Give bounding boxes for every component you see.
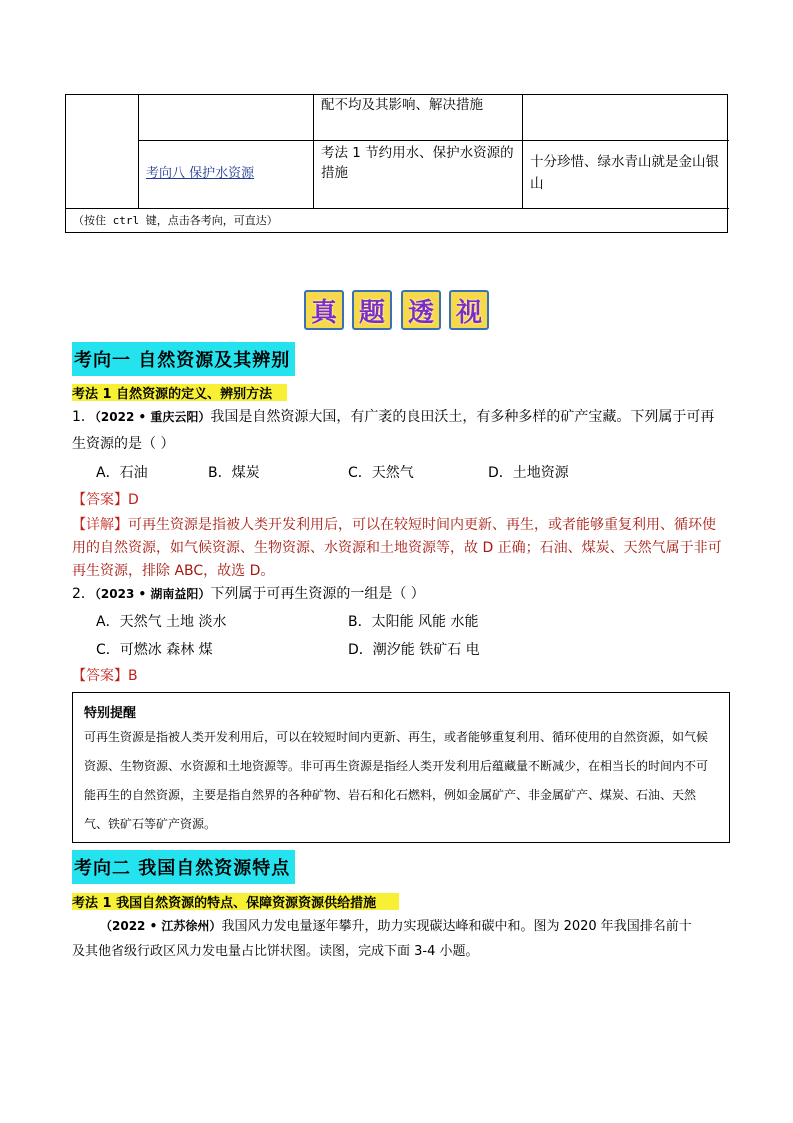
question-1	[72, 406, 732, 428]
answer-label: 【答案】	[72, 492, 128, 508]
question-intro	[100, 915, 730, 938]
question-stem: 生资源的是（ ）	[72, 436, 175, 452]
banner-tile	[401, 290, 441, 330]
reminder-box	[72, 692, 730, 843]
question-source: （2022 • 重庆云阳）	[94, 410, 211, 424]
question-number: 1．	[72, 409, 95, 425]
option: A．天然气 土地 淡水	[96, 614, 227, 630]
table-divider	[138, 140, 729, 141]
banner-char: 真	[310, 297, 337, 328]
reminder-title: 特别提醒	[84, 706, 137, 721]
question-number: 2．	[72, 586, 95, 602]
topic-link-8[interactable]: 考向八 保护水资源	[146, 166, 255, 181]
banner-char: 透	[407, 297, 434, 328]
section-heading: 考向一 自然资源及其辨别	[72, 342, 295, 376]
question-stem: 及其他省级行政区风力发电量占比饼状图。读图，完成下面 3-4 小题。	[72, 944, 479, 959]
option: C．天然气	[348, 465, 414, 481]
course-table	[65, 94, 728, 233]
detail-label: 【详解】	[72, 517, 128, 533]
table-cell: 考法 1 节约用水、保护水资源的措施	[321, 145, 514, 181]
table-divider	[66, 208, 729, 209]
question-stem: 下列属于可再生资源的一组是（ ）	[210, 586, 425, 602]
option: B．太阳能 风能 水能	[348, 614, 479, 630]
detail	[72, 514, 732, 536]
answer-value: B	[128, 668, 138, 684]
banner-tile	[304, 290, 344, 330]
table-cell: 十分珍惜、绿水青山就是金山银山	[530, 154, 719, 192]
detail-text: 用的自然资源，如气候资源、生物资源、水资源和土地资源等，故 D 正确；石油、煤炭、天然气属于非可	[72, 540, 722, 556]
banner-char: 视	[455, 297, 482, 328]
option: D．土地资源	[488, 465, 569, 481]
table-divider	[138, 95, 139, 208]
table-divider	[313, 95, 314, 208]
option: A．石油	[96, 465, 148, 481]
option: D．潮汐能 铁矿石 电	[348, 642, 480, 658]
question-2	[72, 583, 732, 605]
banner-tile	[352, 290, 392, 330]
table-cell	[146, 163, 254, 184]
reminder-text: 可再生资源是指被人类开发利用后，可以在较短时间内更新、再生，或者能够重复利用、循环使用的自然资源，如气候资源、生物资源、水资源和土地资源等。非可再生资源是指经人类开发利用后蕴藏量不断减少，在相当长的时间内不可能再生的自然资源，主要是指自然界的各种矿物、岩石和化石燃料，例如金属矿产、非金属矿产、煤炭、石油、天然气、铁矿石等矿产资源。	[84, 730, 709, 831]
section-heading: 考向二 我国自然资源特点	[72, 850, 295, 884]
table-note: （按住 ctrl 键，点击各考向，可直达）	[73, 214, 278, 227]
question-stem: 我国风力发电量逐年攀升，助力实现碳达峰和碳中和。图为 2020 年我国排名前十	[221, 919, 692, 934]
answer-value: D	[128, 492, 139, 508]
answer	[72, 489, 139, 511]
banner-char: 题	[358, 297, 385, 328]
detail-text: 再生资源，排除 ABC，故选 D。	[72, 563, 275, 579]
question-source: （2023 • 湖南益阳）	[94, 587, 211, 601]
method-heading: 考法 1 我国自然资源的特点、保障资源资源供给措施	[72, 893, 399, 910]
detail-text: 可再生资源是指被人类开发利用后，可以在较短时间内更新、再生，或者能够重复利用、循环使	[128, 517, 716, 533]
method-heading: 考法 1 自然资源的定义、辨别方法	[72, 384, 287, 401]
option: B．煤炭	[208, 465, 260, 481]
question-source: （2022 • 江苏徐州）	[100, 919, 222, 933]
table-divider	[522, 95, 523, 208]
question-stem: 我国是自然资源大国，有广袤的良田沃土，有多种多样的矿产宝藏。下列属于可再	[210, 409, 715, 425]
answer	[72, 665, 138, 687]
banner-tile	[449, 290, 489, 330]
answer-label: 【答案】	[72, 668, 128, 684]
table-cell: 配不均及其影响、解决措施	[321, 97, 483, 113]
option: C．可燃冰 森林 煤	[96, 642, 213, 658]
